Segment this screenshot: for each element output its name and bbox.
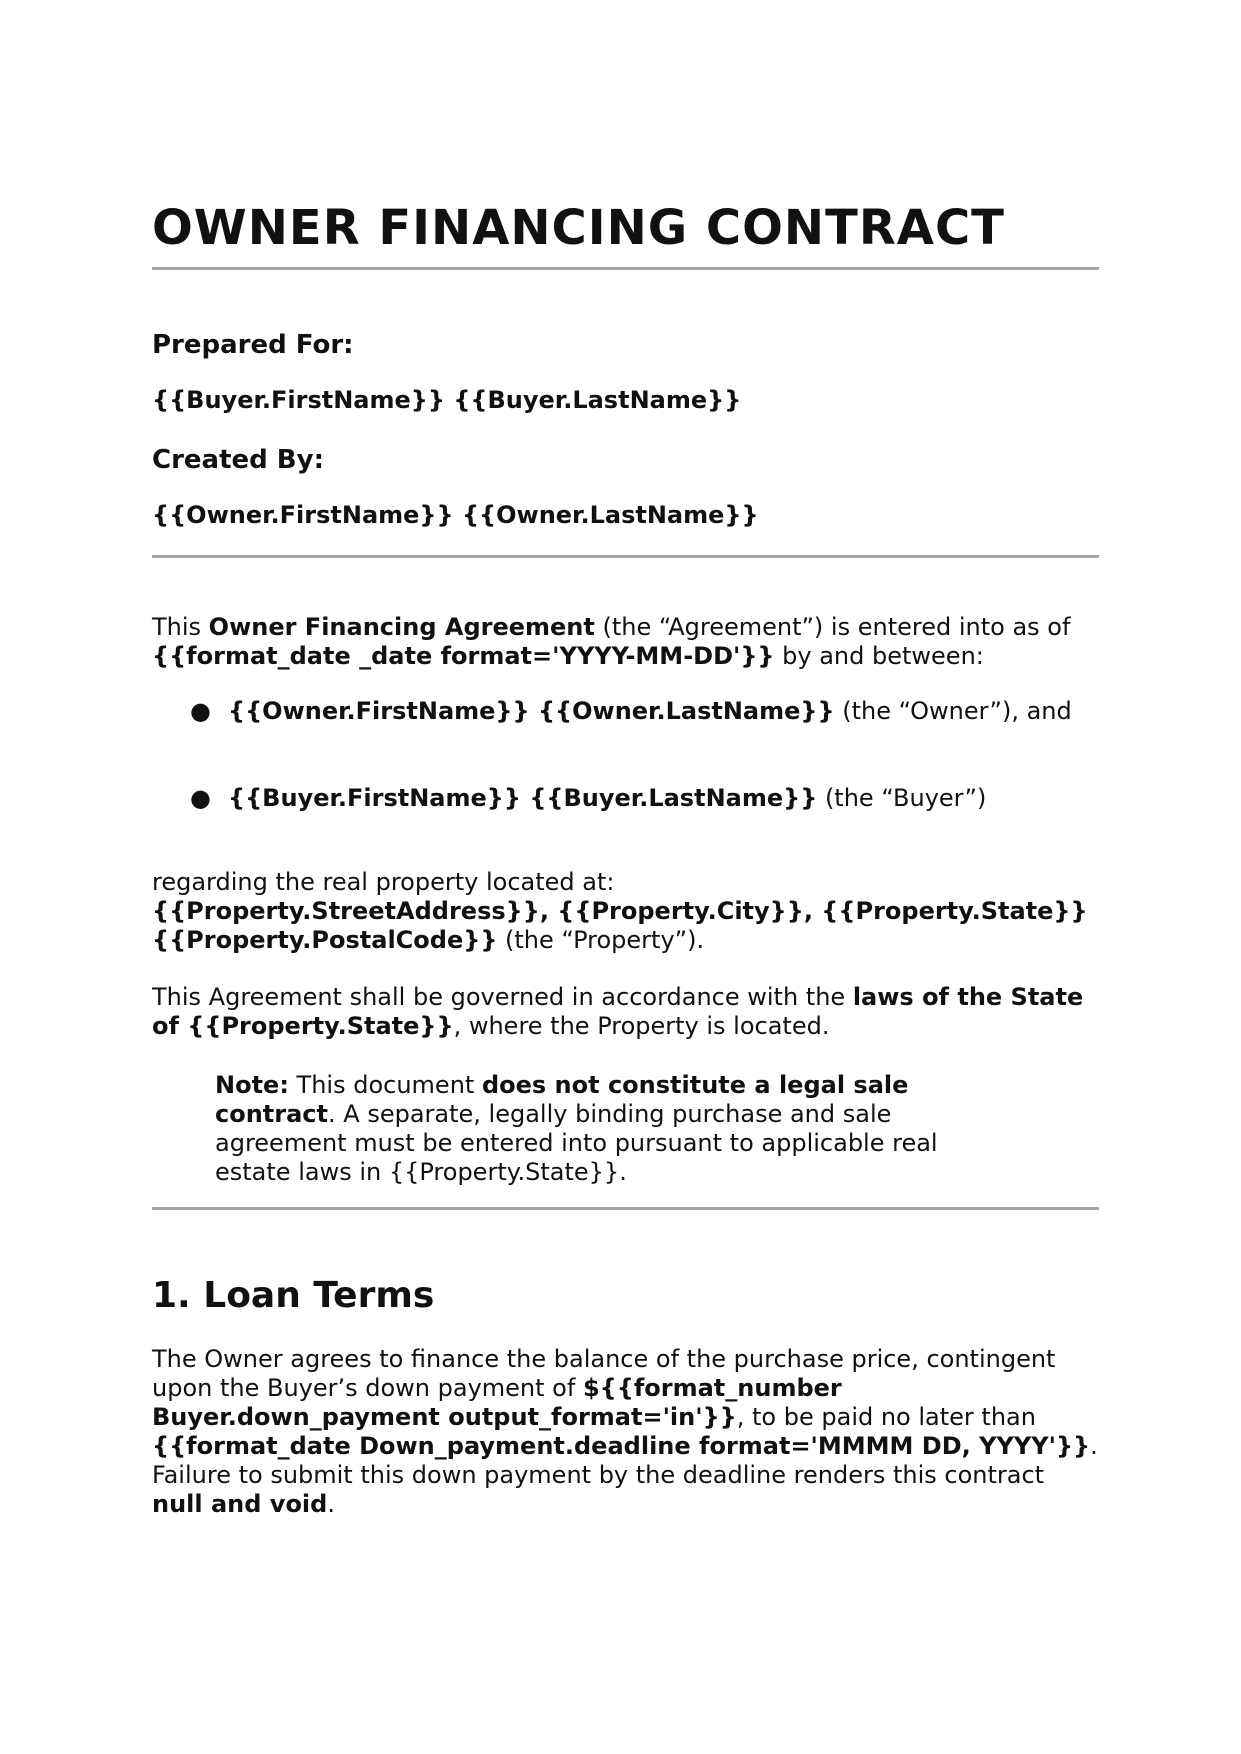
party-name: {{Buyer.FirstName}} {{Buyer.LastName}} <box>228 784 818 812</box>
governing-text: , where the Property is located. <box>453 1012 830 1040</box>
party-role: (the “Buyer”) <box>817 784 987 812</box>
created-by-value: {{Owner.FirstName}} {{Owner.LastName}} <box>152 501 759 529</box>
null-and-void: null and void <box>152 1490 328 1518</box>
note-text: This document <box>288 1071 482 1099</box>
section-heading-loan-terms: 1. Loan Terms <box>152 1275 435 1316</box>
created-by-label: Created By: <box>152 445 324 475</box>
intro-text: by and between: <box>774 642 984 670</box>
prepared-for-value: {{Buyer.FirstName}} {{Buyer.LastName}} <box>152 386 742 414</box>
loan-text: Failure to submit this down payment by the deadline renders this contract <box>152 1461 1045 1489</box>
prepared-for-label: Prepared For: <box>152 330 354 360</box>
loan-text: The Owner agrees to finance the balance of the purchase price, contingent upon the Buyer’s down payment of <box>152 1345 1056 1402</box>
loan-text: . <box>327 1490 335 1518</box>
party-name: {{Owner.FirstName}} {{Owner.LastName}} <box>228 697 835 725</box>
governing-text: This Agreement shall be governed in accordance with the <box>152 983 853 1011</box>
property-address: {{Property.StreetAddress}}, {{Property.City}}, {{Property.State}} {{Property.PostalCode}} <box>152 897 1088 954</box>
intro-paragraph <box>152 613 1099 671</box>
party-role: (the “Owner”), and <box>834 697 1072 725</box>
property-text: regarding the real property located at: <box>152 868 615 896</box>
governing-law-paragraph <box>152 983 1099 1041</box>
note-text: . A separate, legally binding purchase and sale agreement must be entered into pursuant to applicable real estate laws in {{Property.State}}. <box>215 1100 938 1186</box>
governing-state: laws of the State of {{Property.State}} <box>152 983 1084 1040</box>
intro-text: (the “Agreement”) is entered into as of <box>594 613 1071 641</box>
note-block <box>215 1071 995 1187</box>
loan-terms-paragraph <box>152 1345 1099 1519</box>
intro-text: This <box>152 613 209 641</box>
down-payment-amount: ${{format_number Buyer.down_payment output_format='in'}} <box>152 1374 842 1431</box>
header-divider <box>152 555 1099 558</box>
down-payment-deadline: {{format_date Down_payment.deadline format='MMMM DD, YYYY'}} <box>152 1432 1091 1460</box>
loan-text: . <box>1090 1432 1098 1460</box>
title-divider <box>152 267 1099 270</box>
property-paragraph <box>152 868 1099 955</box>
document-title: OWNER FINANCING CONTRACT <box>152 200 1005 256</box>
loan-text: , to be paid no later than <box>736 1403 1036 1431</box>
agreement-date: {{format_date _date format='YYYY-MM-DD'}} <box>152 642 775 670</box>
party-owner <box>228 697 1099 726</box>
bullet-icon: ● <box>190 784 211 812</box>
bullet-icon: ● <box>190 697 211 725</box>
note-emphasis: does not constitute a legal sale contract <box>215 1071 909 1128</box>
agreement-name: Owner Financing Agreement <box>208 613 595 641</box>
section-divider <box>152 1207 1099 1210</box>
party-buyer <box>228 784 1099 813</box>
note-label: Note: <box>215 1071 289 1099</box>
property-text: (the “Property”). <box>497 926 705 954</box>
